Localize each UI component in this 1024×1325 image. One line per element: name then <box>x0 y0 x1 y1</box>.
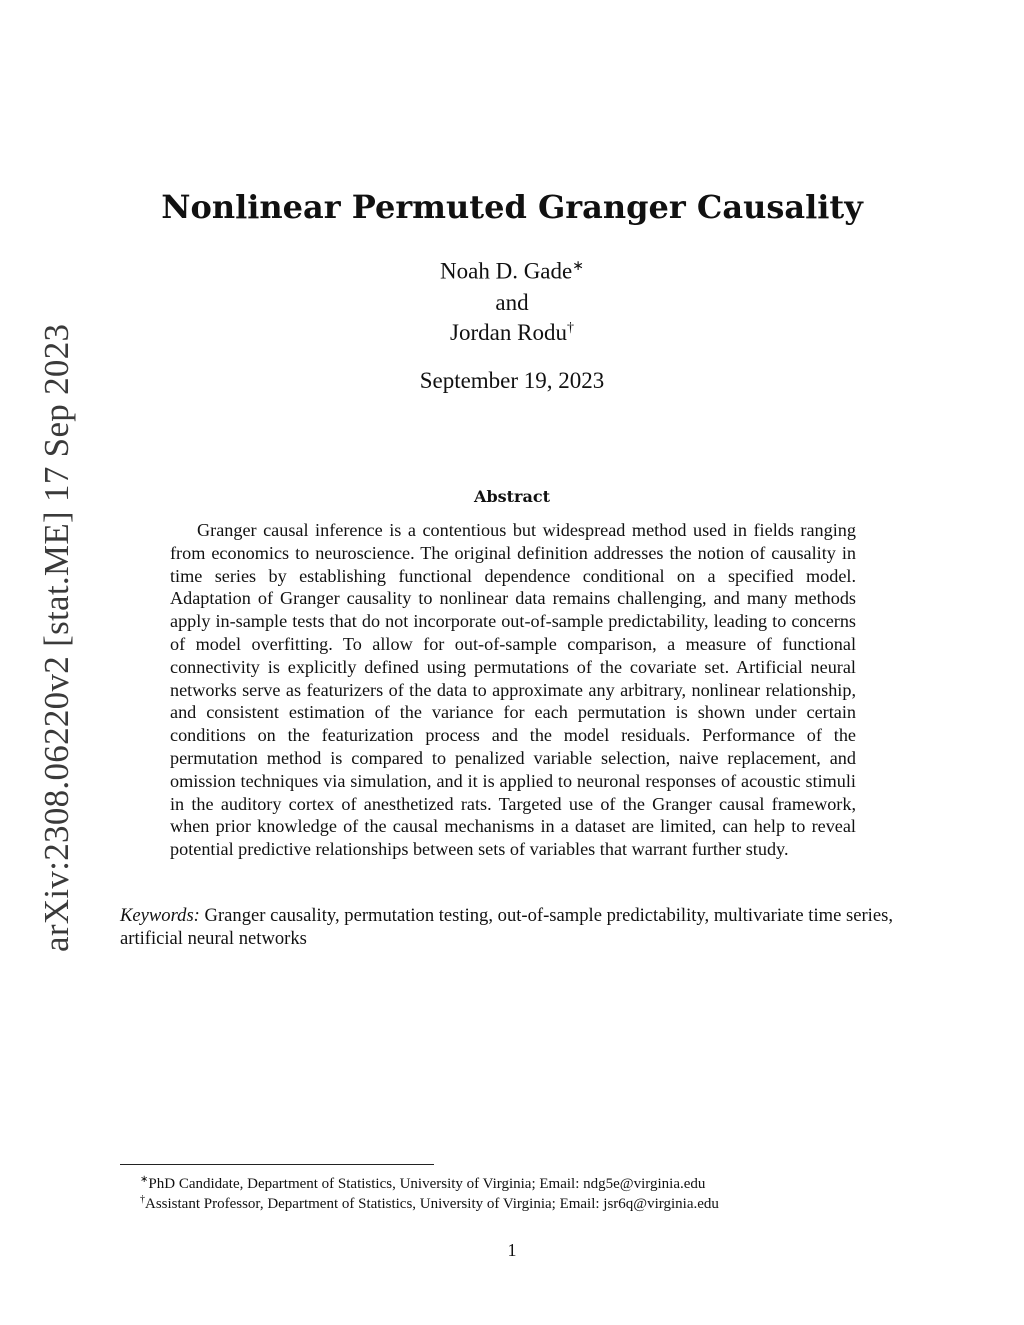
keywords-text: Granger causality, permutation testing, out-of-sample predictability, multivariate time series, artificial neural networks <box>120 905 893 949</box>
author-second-footnote-mark: † <box>566 320 574 336</box>
author-first-footnote-mark: ∗ <box>572 259 584 274</box>
author-second-name: Jordan Rodu <box>450 320 567 345</box>
author-conjunction: and <box>495 290 529 315</box>
paper-date: September 19, 2023 <box>419 368 605 393</box>
keywords <box>120 904 906 950</box>
footnote-second-mark: † <box>140 1194 145 1205</box>
author-first <box>0 258 1024 285</box>
footnote-first-text: PhD Candidate, Department of Statistics, University of Virginia; Email: ndg5e@virginia.edu <box>148 1176 706 1192</box>
paper-title: Nonlinear Permuted Granger Causality <box>161 188 863 226</box>
footnote-second <box>140 1190 920 1214</box>
footnote-divider <box>120 1164 434 1165</box>
footnote-first-mark: ∗ <box>140 1174 149 1185</box>
keywords-label: Keywords: <box>120 905 200 926</box>
footnote-second-text: Assistant Professor, Department of Statistics, University of Virginia; Email: jsr6q@virginia.edu <box>145 1196 719 1212</box>
arxiv-side-stamp: arXiv:2308.06220v2 [stat.ME] 17 Sep 2023 <box>37 323 76 952</box>
abstract-heading: Abstract <box>474 487 550 506</box>
abstract-text: Granger causal inference is a contentious but widespread method used in fields ranging from economics to neuroscience. The original definition addresses the notion of causality in time series by establishing functional dependence conditional on a specified model. Adaptation of Granger causality to nonlinear data remains challenging, and many methods apply in-sample tests that do not incorporate out-of-sample predictability, leading to concerns of model overfitting. To allow for out-of-sample comparison, a measure of functional connectivity is explicitly defined using permutations of the covariate set. Artificial neural networks serve as featurizers of the data to approximate any arbitrary, nonlinear relationship, and consistent estimation of the variance for each permutation is shown under certain conditions on the featurization process and the model residuals. Performance of the permutation method is compared to penalized variable selection, naive replacement, and omission techniques via simulation, and it is applied to neuronal responses of acoustic stimuli in the auditory cortex of anesthetized rats. Targeted use of the Granger causal framework, when prior knowledge of the causal mechanisms in a dataset are limited, can help to reveal potential predictive relationships between sets of variables that warrant further study. <box>170 520 856 860</box>
page-number: 1 <box>507 1240 517 1260</box>
author-first-name: Noah D. Gade <box>440 258 573 284</box>
author-second <box>0 320 1024 346</box>
